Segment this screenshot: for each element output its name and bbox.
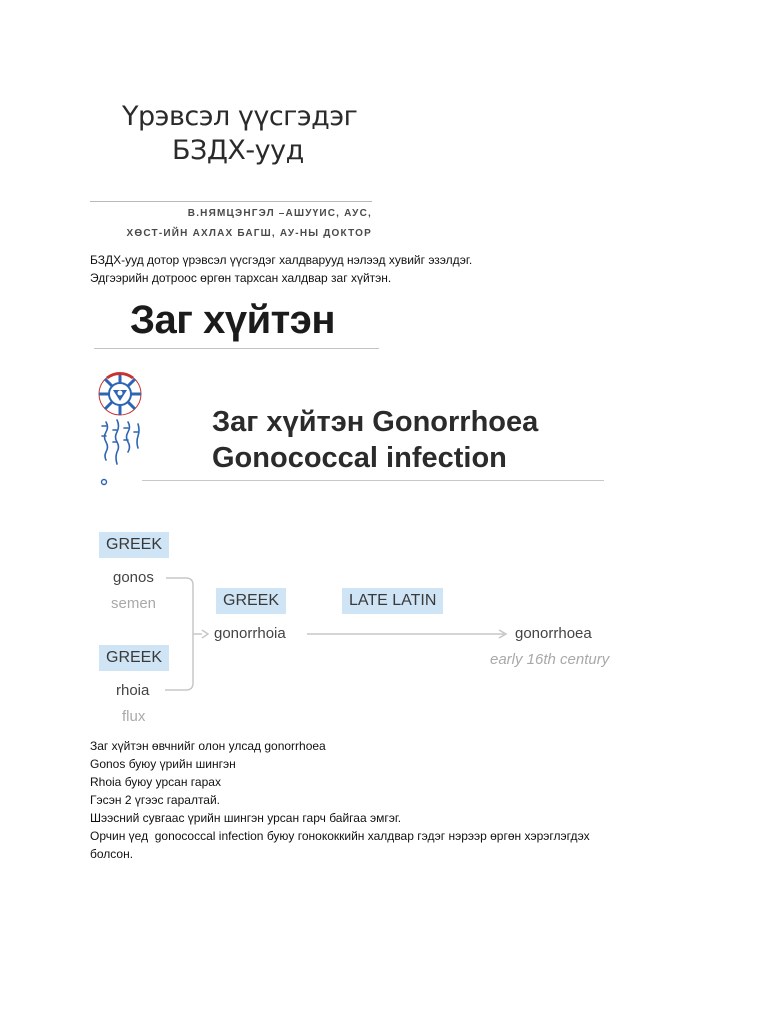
gloss-semen: semen	[111, 595, 157, 612]
body-line: Заг хүйтэн өвчнийг олон улсад gonorrhoea	[90, 739, 326, 753]
tag-greek: GREEK	[99, 645, 169, 671]
intro-line: БЗДХ-ууд дотор үрэвсэл үүсгэдэг халдварууд нэлээд хувийг эзэлдэг.	[90, 253, 473, 267]
tag-late-latin: LATE LATIN	[342, 588, 443, 614]
slide-title-line-1: Заг хүйтэн Gonorrhoea	[212, 406, 539, 438]
body-line: Rhoia буюу урсан гарах	[90, 775, 221, 789]
body-line: Gonos буюу үрийн шингэн	[90, 757, 236, 771]
author-line-1: В.НЯМЦЭНГЭЛ –АШУҮИС, АУС,	[187, 208, 372, 219]
gloss-flux: flux	[122, 708, 146, 725]
word-gonorrhoea: gonorrhoea	[515, 625, 592, 642]
body-line: Орчин үед gonococcal infection буюу гонококкийн халдвар гэдэг нэрээр өргөн хэрэглэгдэх	[90, 829, 590, 843]
date-note: early 16th century	[490, 651, 610, 668]
tag-greek: GREEK	[99, 532, 169, 558]
document-title-line-2: БЗДХ-ууд	[172, 135, 304, 166]
intro-line: Эдгээрийн дотроос өргөн тархсан халдвар заг хүйтэн.	[90, 271, 392, 285]
tag-greek: GREEK	[216, 588, 286, 614]
body-line: Шээсний сувгаас үрийн шингэн урсан гарч байгаа эмгэг.	[90, 811, 402, 825]
document-title-line-1: Үрэвсэл үүсгэдэг	[122, 101, 358, 132]
word-gonos: gonos	[113, 569, 154, 586]
body-line: Гэсэн 2 үгээс гаралтай.	[90, 793, 221, 807]
body-line: болсон.	[90, 847, 134, 861]
section-heading: Заг хүйтэн	[130, 298, 335, 342]
body-paragraph	[90, 737, 590, 863]
word-rhoia: rhoia	[116, 682, 150, 699]
slide-title-line-2: Gonococcal infection	[212, 442, 507, 474]
word-gonorrhoia: gonorrhoia	[214, 625, 286, 642]
author-line-2: ХӨСТ-ИЙН АХЛАХ БАГШ, АУ-НЫ ДОКТОР	[126, 228, 372, 239]
